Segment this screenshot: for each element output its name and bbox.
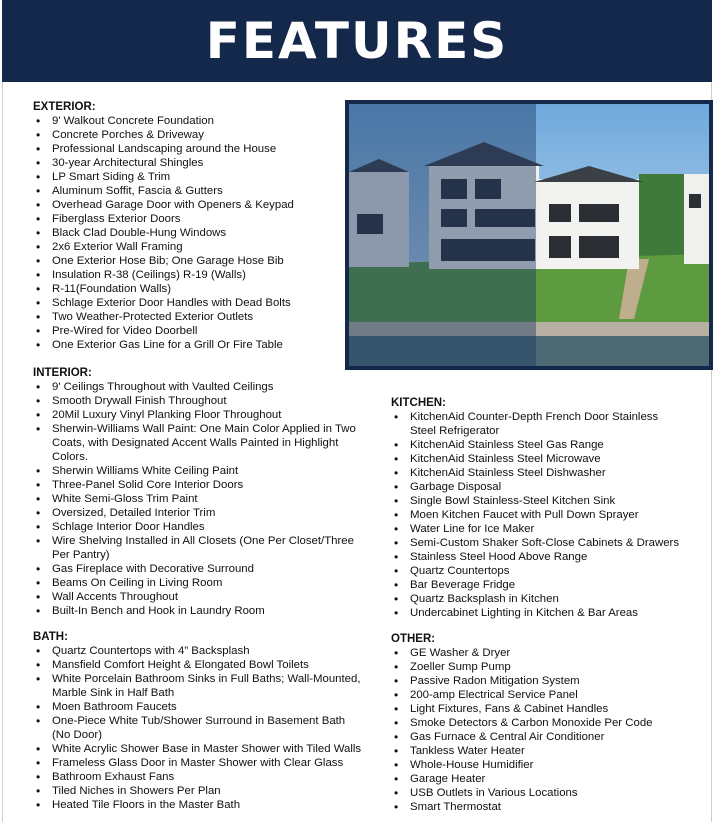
list-item: • 20Mil Luxury Vinyl Planking Floor Throughout: [33, 408, 356, 422]
page-title: FEATURES: [205, 12, 509, 70]
list-item: • Bathroom Exhaust Fans: [33, 770, 361, 784]
list-item: • 2x6 Exterior Wall Framing: [33, 240, 294, 254]
list-item: • Tankless Water Heater: [391, 744, 653, 758]
list-item: • Quartz Countertops: [391, 564, 679, 578]
list-item: • Two Weather-Protected Exterior Outlets: [33, 310, 294, 324]
list-item: • Moen Bathroom Faucets: [33, 700, 361, 714]
list-item: • Black Clad Double-Hung Windows: [33, 226, 294, 240]
list-item: • Oversized, Detailed Interior Trim: [33, 506, 356, 520]
list-item: • Single Bowl Stainless-Steel Kitchen Sink: [391, 494, 679, 508]
list-item: • Quartz Countertops with 4” Backsplash: [33, 644, 361, 658]
list-item: • Schlage Interior Door Handles: [33, 520, 356, 534]
list-item: • Sherwin-Williams Wall Paint: One Main Color Applied in Two Coats, with Designated Accent Walls Painted in Highlight Colors.: [33, 422, 356, 464]
list-item: • KitchenAid Stainless Steel Gas Range: [391, 438, 679, 452]
list-item: • R-11(Foundation Walls): [33, 282, 294, 296]
list-item: • Sherwin Williams White Ceiling Paint: [33, 464, 356, 478]
list-item: • USB Outlets in Various Locations: [391, 786, 653, 800]
list-item: • Semi-Custom Shaker Soft-Close Cabinets & Drawers: [391, 536, 679, 550]
list-item: • Mansfield Comfort Height & Elongated Bowl Toilets: [33, 658, 361, 672]
list-item: • 9' Walkout Concrete Foundation: [33, 114, 294, 128]
list-item: • KitchenAid Stainless Steel Dishwasher: [391, 466, 679, 480]
kitchen-section: [391, 396, 679, 620]
list-item: • One Exterior Gas Line for a Grill Or Fire Table: [33, 338, 294, 352]
list-item: • Wall Accents Throughout: [33, 590, 356, 604]
list-item: • Quartz Backsplash in Kitchen: [391, 592, 679, 606]
list-item: • Whole-House Humidifier: [391, 758, 653, 772]
list-item: • Pre-Wired for Video Doorbell: [33, 324, 294, 338]
list-item: • Light Fixtures, Fans & Cabinet Handles: [391, 702, 653, 716]
list-item: • Three-Panel Solid Core Interior Doors: [33, 478, 356, 492]
list-item: • LP Smart Siding & Trim: [33, 170, 294, 184]
list-item: • White Semi-Gloss Trim Paint: [33, 492, 356, 506]
list-item: • Insulation R-38 (Ceilings) R-19 (Walls): [33, 268, 294, 282]
other-list: [391, 646, 653, 814]
list-item: • Schlage Exterior Door Handles with Dead Bolts: [33, 296, 294, 310]
list-item: • Stainless Steel Hood Above Range: [391, 550, 679, 564]
page-header: [2, 0, 712, 82]
kitchen-list: [391, 410, 679, 620]
list-item: • Gas Furnace & Central Air Conditioner: [391, 730, 653, 744]
interior-section: [33, 366, 356, 618]
list-item: • Zoeller Sump Pump: [391, 660, 653, 674]
list-item: • KitchenAid Stainless Steel Microwave: [391, 452, 679, 466]
house-photo-image: [349, 104, 709, 366]
list-item: • Built-In Bench and Hook in Laundry Room: [33, 604, 356, 618]
other-heading: OTHER:: [391, 633, 436, 645]
house-photo: [345, 100, 713, 370]
list-item: • KitchenAid Counter-Depth French Door Stainless Steel Refrigerator: [391, 410, 679, 438]
list-item: • Concrete Porches & Driveway: [33, 128, 294, 142]
interior-heading: INTERIOR:: [33, 367, 92, 379]
bath-heading: BATH:: [33, 631, 68, 643]
list-item: • GE Washer & Dryer: [391, 646, 653, 660]
list-item: • Fiberglass Exterior Doors: [33, 212, 294, 226]
list-item: • Bar Beverage Fridge: [391, 578, 679, 592]
bath-section: [33, 630, 361, 812]
interior-list: [33, 380, 356, 618]
list-item: • Professional Landscaping around the House: [33, 142, 294, 156]
list-item: • 30-year Architectural Shingles: [33, 156, 294, 170]
list-item: • One Exterior Hose Bib; One Garage Hose Bib: [33, 254, 294, 268]
exterior-list: [33, 114, 294, 352]
list-item: • Undercabinet Lighting in Kitchen & Bar Areas: [391, 606, 679, 620]
list-item: • Gas Fireplace with Decorative Surround: [33, 562, 356, 576]
bath-list: [33, 644, 361, 812]
list-item: • Water Line for Ice Maker: [391, 522, 679, 536]
kitchen-heading: KITCHEN:: [391, 397, 446, 409]
exterior-heading: EXTERIOR:: [33, 101, 96, 113]
list-item: • White Acrylic Shower Base in Master Shower with Tiled Walls: [33, 742, 361, 756]
list-item: • One-Piece White Tub/Shower Surround in Basement Bath (No Door): [33, 714, 361, 742]
list-item: • Frameless Glass Door in Master Shower with Clear Glass: [33, 756, 361, 770]
list-item: • Moen Kitchen Faucet with Pull Down Sprayer: [391, 508, 679, 522]
list-item: • Overhead Garage Door with Openers & Keypad: [33, 198, 294, 212]
list-item: • Aluminum Soffit, Fascia & Gutters: [33, 184, 294, 198]
list-item: • Garage Heater: [391, 772, 653, 786]
list-item: • Smoke Detectors & Carbon Monoxide Per Code: [391, 716, 653, 730]
other-section: [391, 632, 653, 814]
list-item: • White Porcelain Bathroom Sinks in Full Baths; Wall-Mounted, Marble Sink in Half Bath: [33, 672, 361, 700]
list-item: • Beams On Ceiling in Living Room: [33, 576, 356, 590]
list-item: • Smooth Drywall Finish Throughout: [33, 394, 356, 408]
list-item: • Smart Thermostat: [391, 800, 653, 814]
list-item: • 200-amp Electrical Service Panel: [391, 688, 653, 702]
list-item: • Passive Radon Mitigation System: [391, 674, 653, 688]
list-item: • 9' Ceilings Throughout with Vaulted Ceilings: [33, 380, 356, 394]
exterior-section: [33, 100, 294, 352]
list-item: • Tiled Niches in Showers Per Plan: [33, 784, 361, 798]
list-item: • Heated Tile Floors in the Master Bath: [33, 798, 361, 812]
list-item: • Garbage Disposal: [391, 480, 679, 494]
list-item: • Wire Shelving Installed in All Closets (One Per Closet/Three Per Pantry): [33, 534, 356, 562]
